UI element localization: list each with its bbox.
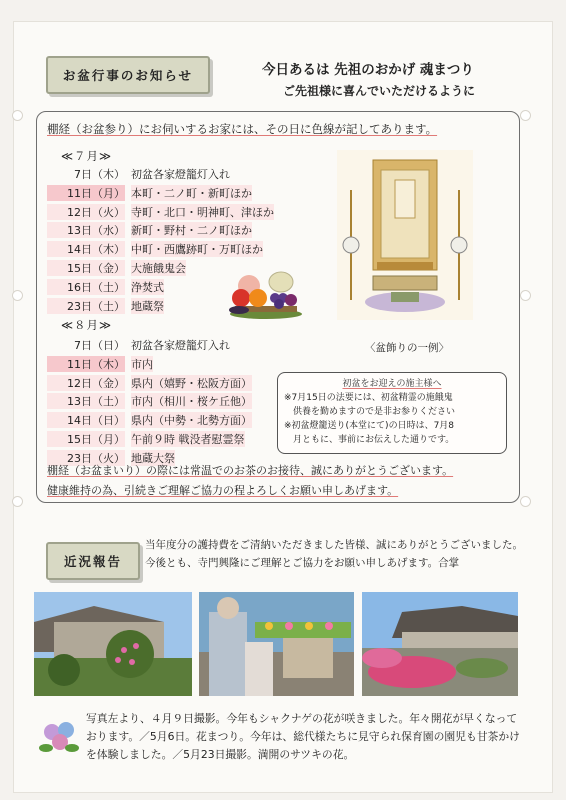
notice-line: ※初盆燈籠送り(本堂にて)の日時は、7月8 — [284, 421, 455, 431]
schedule-event: 初盆各家燈籠灯入れ — [131, 168, 230, 181]
section-tag-label: お盆行事のお知らせ — [62, 68, 194, 83]
punch-hole — [520, 496, 531, 507]
obon-schedule-panel — [36, 111, 520, 503]
hydrangea-icon — [38, 716, 82, 756]
schedule-date: 7日（木） — [74, 168, 125, 181]
schedule-row — [47, 393, 252, 409]
schedule-event: 大施餓鬼会 — [131, 262, 186, 275]
schedule-row — [47, 185, 252, 201]
punch-hole — [520, 290, 531, 301]
photo-flower-festival — [199, 592, 354, 696]
schedule-event: 寺町・北口・明神町、津ほか — [131, 205, 274, 219]
fruit-offering-illustration — [225, 260, 307, 322]
section-tag-label: 近況報告 — [63, 554, 122, 569]
schedule-event: 中町・西鷹跡町・万町ほか — [131, 243, 263, 257]
closing-line-1: 棚経（お盆まいり）の際には常温でのお茶のお接待、誠にありがとうございます。 — [47, 464, 454, 477]
headline-sub: ご先祖様に喜んでいただけるように — [283, 84, 476, 98]
schedule-date: 11日（月） — [47, 185, 125, 201]
schedule-date: 11日（木） — [47, 356, 125, 372]
notice-line: 供養を勤めますので是非お参りください — [284, 407, 456, 417]
schedule-event: 浄焚式 — [131, 280, 164, 294]
schedule-event: 午前９時 戦没者慰霊祭 — [131, 433, 245, 446]
schedule-date: 15日（金） — [47, 260, 125, 276]
schedule-event: 初盆各家燈籠灯入れ — [131, 339, 230, 352]
schedule-row — [47, 375, 252, 391]
schedule-row — [47, 412, 252, 428]
schedule-date: 13日（土） — [47, 393, 125, 409]
schedule-date: 12日（火） — [47, 204, 125, 220]
august-heading: ≪８月≫ — [61, 318, 113, 332]
schedule-date: 12日（金） — [47, 375, 125, 391]
punch-hole — [12, 290, 23, 301]
schedule-date: 15日（月） — [47, 431, 125, 447]
notice-title: 初盆をお迎えの施主様へ — [342, 379, 442, 389]
schedule-date: 7日（日） — [74, 339, 125, 352]
notice-box — [277, 372, 507, 454]
schedule-event: 地蔵大祭 — [131, 451, 175, 465]
notice-line: 月ともに、事前にお伝えした通りです。 — [284, 435, 455, 445]
punch-hole — [520, 110, 531, 121]
schedule-event: 新町・野村・二ノ町ほか — [131, 224, 252, 238]
altar-caption: 〈盆飾りの一例〉 — [365, 342, 449, 354]
schedule-row — [47, 431, 245, 447]
schedule-row — [47, 298, 164, 314]
schedule-row — [47, 337, 230, 353]
schedule-row — [47, 241, 263, 257]
schedule-row — [47, 260, 186, 276]
schedule-row — [47, 222, 252, 238]
schedule-event: 市内（相川・桜ケ丘他） — [131, 395, 252, 409]
schedule-event: 本町・二ノ町・新町ほか — [131, 186, 252, 200]
schedule-date: 13日（水） — [47, 222, 125, 238]
notice-line: ※7月15日の法要には、初盆精霊の施餓鬼 — [284, 393, 453, 403]
schedule-date: 14日（日） — [47, 412, 125, 428]
report-text: 当年度分の護持費をご清納いただきました皆様、誠にありがとうございました。今後とも、寺門興隆にご理解とご協力をお願い申しあげます。合掌 — [145, 539, 523, 569]
intro-text: 棚経（お盆参り）にお伺いするお家には、その日に色線が記してあります。 — [47, 122, 438, 136]
section-tag-obon — [46, 56, 210, 94]
schedule-date: 16日（土） — [47, 279, 125, 295]
photo-azalea — [362, 592, 518, 696]
altar-illustration — [337, 150, 473, 320]
punch-hole — [12, 496, 23, 507]
schedule-event: 地蔵祭 — [131, 299, 164, 313]
schedule-event: 県内（嬉野・松阪方面） — [131, 376, 252, 390]
punch-hole — [12, 110, 23, 121]
closing-line-2: 健康維持の為、引続きご理解ご協力の程よろしくお願い申しあげます。 — [47, 484, 399, 497]
schedule-event: 県内（中勢・北勢方面） — [131, 414, 252, 428]
section-tag-report — [46, 542, 140, 580]
photo-caption-text: 写真左より、４月９日撮影。今年もシャクナゲの花が咲きました。年々開花が早くなっております。／5月6日。花まつり。今年は、総代様たちに見守られ保育園の園児も甘茶かけを体験しました。／5月23日撮影。満開のサツキの花。 — [86, 712, 520, 761]
schedule-row — [47, 356, 153, 372]
photo-rhododendron — [34, 592, 192, 696]
schedule-row — [47, 204, 274, 220]
schedule-date: 23日（土） — [47, 298, 125, 314]
schedule-date: 14日（木） — [47, 241, 125, 257]
schedule-date: 23日（火） — [47, 450, 125, 466]
schedule-row — [47, 279, 164, 295]
schedule-row — [47, 166, 230, 182]
schedule-event: 市内 — [131, 357, 153, 371]
july-heading: ≪７月≫ — [61, 149, 113, 163]
headline-main: 今日あるは 先祖のおかげ 魂まつり — [262, 62, 474, 78]
